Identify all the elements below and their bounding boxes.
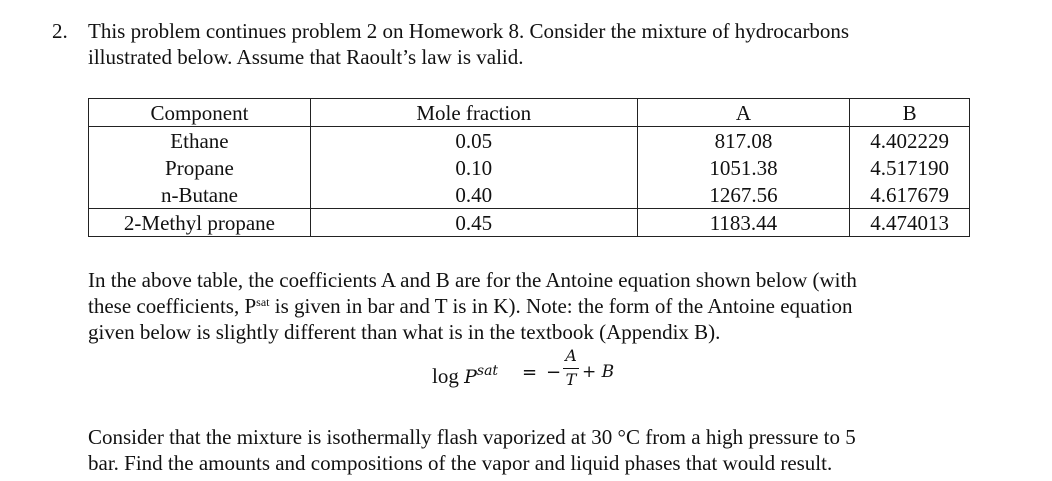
cell-component: Propane — [89, 154, 311, 181]
equation-b: B — [601, 362, 615, 382]
flash-line-2: bar. Find the amounts and compositions of the vapor and liquid phases that would result. — [88, 451, 833, 475]
flash-line-1: Consider that the mixture is isothermally flash vaporized at 30 °C from a high pressure to 5 — [88, 425, 856, 449]
header-a: A — [637, 99, 850, 127]
cell-mole-fraction: 0.10 — [310, 154, 637, 181]
problem-statement — [52, 18, 1012, 70]
table-row — [89, 209, 970, 237]
description-line-3: given below is slightly different than what is in the textbook (Appendix B). — [88, 320, 721, 344]
cell-component: 2-Methyl propane — [89, 209, 311, 237]
cell-component: n-Butane — [89, 181, 311, 209]
description-line-2-start: these coefficients, P — [88, 294, 257, 318]
cell-b: 4.617679 — [850, 181, 970, 209]
equation-plus-b — [582, 362, 614, 382]
header-component: Component — [89, 99, 311, 127]
description-line-2 — [88, 293, 978, 319]
antoine-description — [88, 267, 978, 345]
cell-a: 817.08 — [637, 127, 850, 155]
fraction-denominator: T — [565, 370, 577, 389]
problem-intro-line-2: illustrated below. Assume that Raoult’s law is valid. — [88, 45, 524, 69]
header-mole-fraction: Mole fraction — [310, 99, 637, 127]
table-header-row — [89, 99, 970, 127]
description-line-1: In the above table, the coefficients A and B are for the Antoine equation shown below (with — [88, 268, 857, 292]
cell-a: 1183.44 — [637, 209, 850, 237]
equation-sat: sat — [476, 363, 499, 379]
cell-a: 1051.38 — [637, 154, 850, 181]
description-line-2-end: is given in bar and T is in K). Note: the form of the Antoine equation — [269, 294, 853, 318]
cell-b: 4.474013 — [850, 209, 970, 237]
flash-problem — [88, 424, 978, 476]
cell-mole-fraction: 0.05 — [310, 127, 637, 155]
equation-p: P — [464, 366, 477, 388]
antoine-equation — [432, 346, 652, 402]
table-row — [89, 154, 970, 181]
equals-sign: = — [522, 362, 538, 383]
minus-sign: − — [546, 362, 562, 383]
table-row — [89, 181, 970, 209]
fraction-numerator: A — [565, 346, 577, 365]
problem-number: 2. — [52, 19, 68, 43]
cell-mole-fraction: 0.45 — [310, 209, 637, 237]
fraction — [563, 346, 579, 389]
psat-superscript: sat — [256, 295, 270, 309]
hydrocarbon-table — [88, 98, 970, 237]
equation-log: log — [432, 364, 465, 388]
cell-a: 1267.56 — [637, 181, 850, 209]
equation-lhs — [432, 364, 498, 389]
cell-mole-fraction: 0.40 — [310, 181, 637, 209]
table-row — [89, 127, 970, 155]
problem-intro-line-1: This problem continues problem 2 on Homework 8. Consider the mixture of hydrocarbons — [88, 19, 850, 43]
header-b: B — [850, 99, 970, 127]
cell-b: 4.402229 — [850, 127, 970, 155]
cell-b: 4.517190 — [850, 154, 970, 181]
plus-sign: + — [582, 362, 602, 382]
cell-component: Ethane — [89, 127, 311, 155]
fraction-bar — [563, 368, 579, 369]
